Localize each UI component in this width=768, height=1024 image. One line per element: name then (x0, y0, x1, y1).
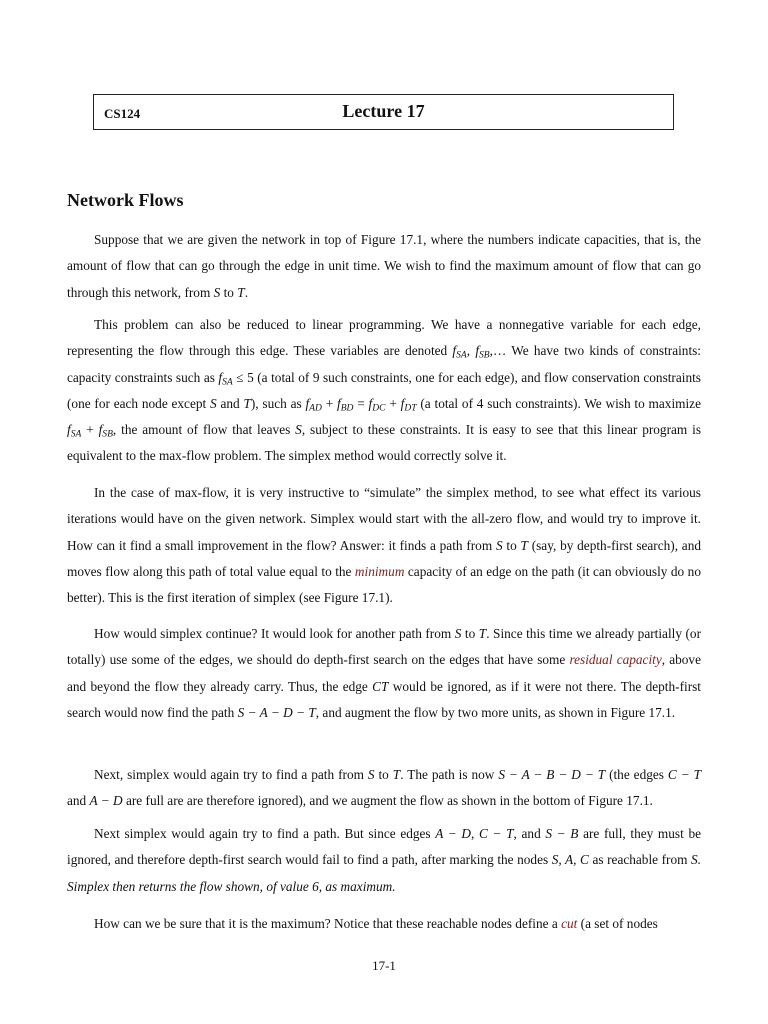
course-code: CS124 (104, 106, 141, 121)
paragraph-5: Next, simplex would again try to find a path from S to T. The path is now S − A − B − D − T (the edges C − T and A − D are full are are therefore ignored), and we augment the flow as shown in the bottom of Figure 17.1. (67, 767, 702, 809)
section-title: Network Flows (67, 190, 184, 210)
lecture-header-box (93, 94, 674, 130)
paragraph-2: This problem can also be reduced to linear programming. We have a nonnegative variable for each edge, representing the flow through this edge. These variables are denoted $f_{SA}$, $f_{SB},\dots$ We have two kinds of constraints: capacity constraints such as $f_{SA} \le 5$ (a total of 9 such constraints, one for each edge), and flow conservation constraints (one for each node except S and T), such as $f_{AD} + f_{BD} = f_{DC} + f_{DT}$ (a total of 4 such constraints). We wish to maximize $f_{SA} + f_{SB}$, the amount of flow that leaves S, subject to these constraints. It is easy to see that this linear program is equivalent to the max-flow problem. The simplex method would correctly solve it. (67, 317, 702, 464)
page-number: 17-1 (372, 958, 396, 973)
paragraph-3: In the case of max-flow, it is very instructive to “simulate” the simplex method, to see what effect its various iterations would have on the given network. Simplex would start with the all-zero flow, and would try to improve it. How can it find a small improvement in the flow? Answer: it finds a path from S to T (say, by depth-first search), and moves flow along this path of total value equal to the minimum capacity of an edge on the path (it can obviously do no better). This is the first iteration of simplex (see Figure 17.1). (67, 485, 702, 606)
paragraph-6: Next simplex would again try to find a path. But since edges A − D, C − T, and S − B are full, they must be ignored, and therefore depth-first search would fail to find a path, after marking the nodes S, A, C as reachable from S. Simplex then returns the flow shown, of value 6, as maximum. (67, 826, 702, 894)
lecture-title: Lecture 17 (342, 101, 425, 121)
paragraph-4: How would simplex continue? It would look for another path from S to T. Since this time we already partially (or totally) use some of the edges, we should do depth-first search on the edges that have some residual capacity, above and beyond the flow they already carry. Thus, the edge CT would be ignored, as if it were not there. The depth-first search would now find the path S − A − D − T, and augment the flow by two more units, as shown in Figure 17.1. (67, 626, 702, 720)
paragraph-7: How can we be sure that it is the maximum? Notice that these reachable nodes define a cut (a set of nodes (94, 916, 658, 931)
paragraph-1: Suppose that we are given the network in top of Figure 17.1, where the numbers indicate capacities, that is, the amount of flow that can go through the edge in unit time. We wish to find the maximum amount of flow that can go through this network, from S to T. (67, 232, 701, 300)
